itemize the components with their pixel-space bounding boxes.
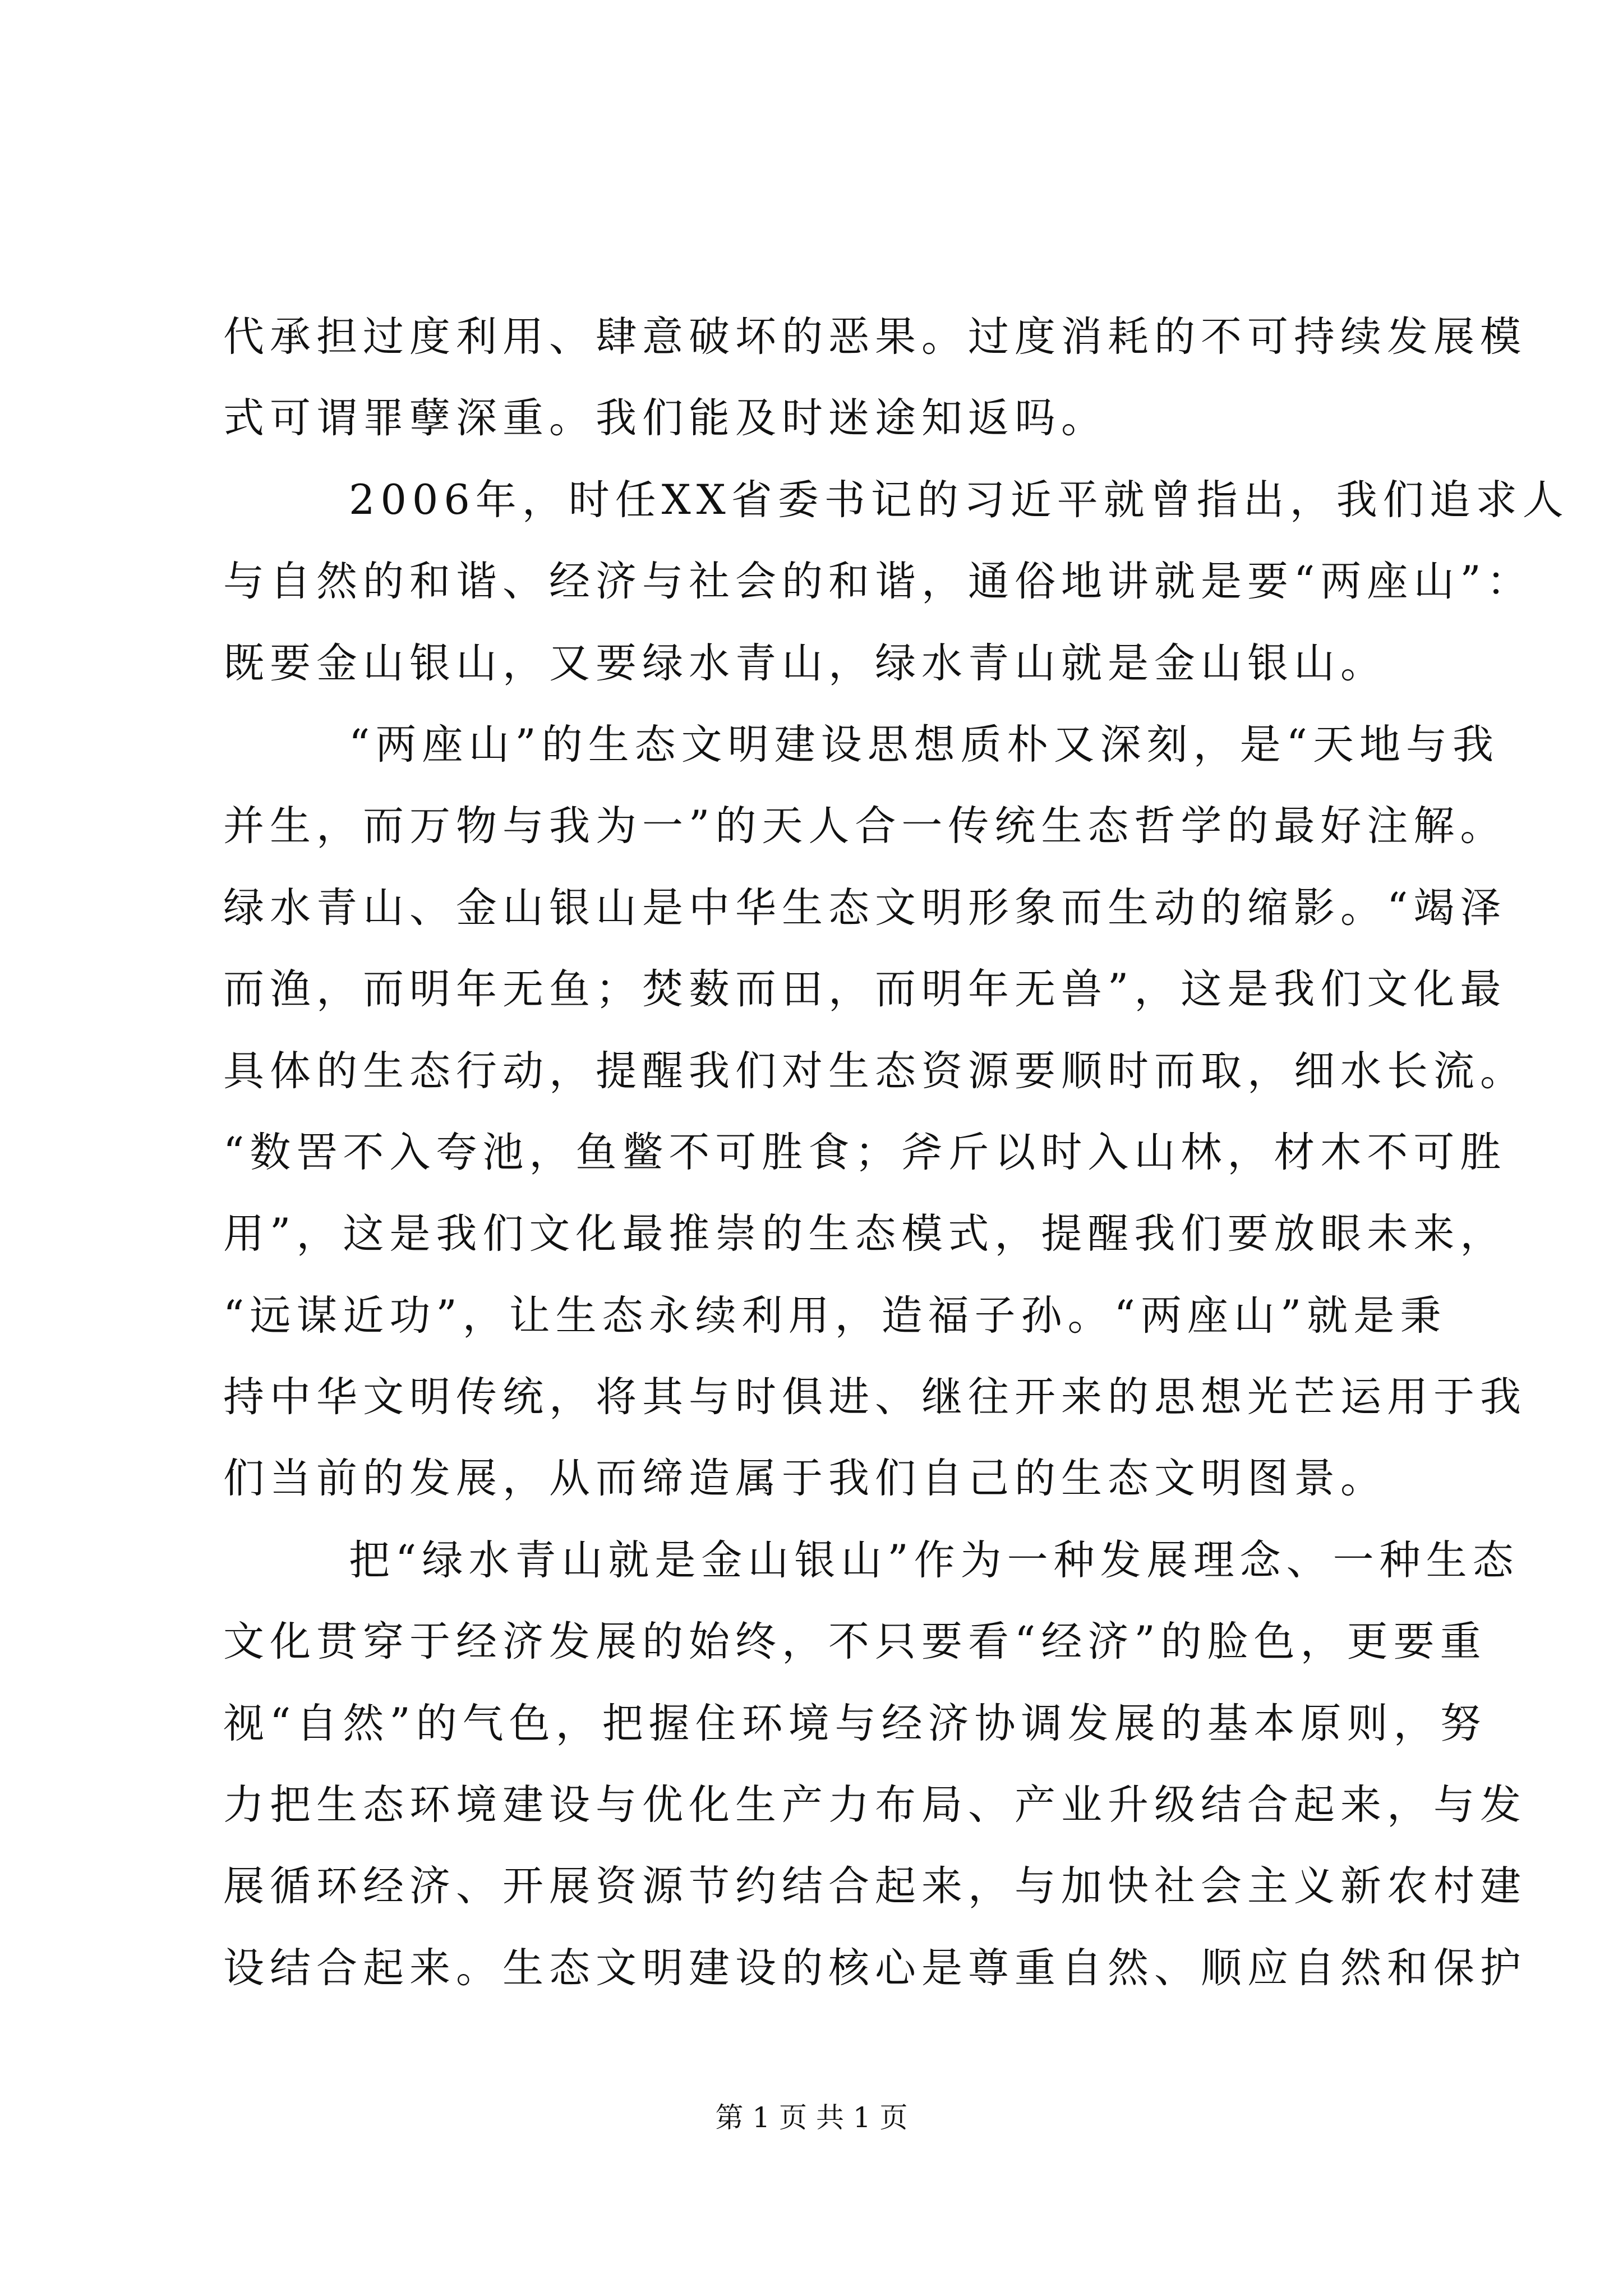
paragraph-2 — [223, 459, 1569, 704]
text-line: 与自然的和谐、经济与社会的和谐，通俗地讲就是要“两座山”： — [223, 558, 1533, 606]
text-line: 式可谓罪孽深重。我们能及时迷途知返吗。 — [223, 394, 1108, 443]
text-line: 们当前的发展，从而缔造属于我们自己的生态文明图景。 — [223, 1455, 1387, 1503]
text-line: 代承担过度利用、肆意破坏的恶果。过度消耗的不可持续发展模 — [223, 313, 1527, 361]
paragraph-3 — [223, 704, 1527, 1520]
text-line: “数罟不入夸池，鱼鳖不可胜食；斧斤以时入山林，材木不可胜 — [223, 1128, 1507, 1176]
paragraph-4 — [223, 1520, 1527, 2009]
text-line: 并生，而万物与我为一”的天人合一传统生态哲学的最好注解。 — [223, 802, 1507, 850]
text-line: 既要金山银山，又要绿水青山，绿水青山就是金山银山。 — [223, 639, 1387, 687]
text-line: 文化贯穿于经济发展的始终，不只要看“经济”的脸色，更要重 — [223, 1618, 1487, 1666]
text-line: 而渔，而明年无鱼；焚薮而田，而明年无兽”，这是我们文化最 — [223, 965, 1507, 1014]
document-body — [223, 296, 1569, 2009]
text-line: 展循环经济、开展资源节约结合起来，与加快社会主义新农村建 — [223, 1862, 1527, 1911]
text-line: 设结合起来。生态文明建设的核心是尊重自然、顺应自然和保护 — [223, 1944, 1527, 1992]
text-line: “远谋近功”，让生态永续利用，造福子孙。“两座山”就是秉 — [223, 1291, 1447, 1340]
paragraph-1 — [223, 296, 1527, 459]
page-footer: 第 1 页 共 1 页 — [715, 2101, 908, 2134]
text-line: 视“自然”的气色，把握住环境与经济协调发展的基本原则，努 — [223, 1699, 1487, 1747]
text-line: 用”，这是我们文化最推崇的生态模式，提醒我们要放眼未来， — [223, 1210, 1507, 1258]
text-line: 2006年，时任XX省委书记的习近平就曾指出，我们追求人 — [349, 476, 1569, 524]
text-line: 具体的生态行动，提醒我们对生态资源要顺时而取，细水长流。 — [223, 1047, 1527, 1095]
text-line: “两座山”的生态文明建设思想质朴又深刻，是“天地与我 — [349, 720, 1499, 769]
text-line: 力把生态环境建设与优化生产力布局、产业升级结合起来，与发 — [223, 1781, 1527, 1829]
text-line: 把“绿水青山就是金山银山”作为一种发展理念、一种生态 — [349, 1536, 1519, 1584]
text-line: 绿水青山、金山银山是中华生态文明形象而生动的缩影。“竭泽 — [223, 884, 1507, 932]
text-line: 持中华文明传统，将其与时俱进、继往开来的思想光芒运用于我 — [223, 1373, 1527, 1421]
